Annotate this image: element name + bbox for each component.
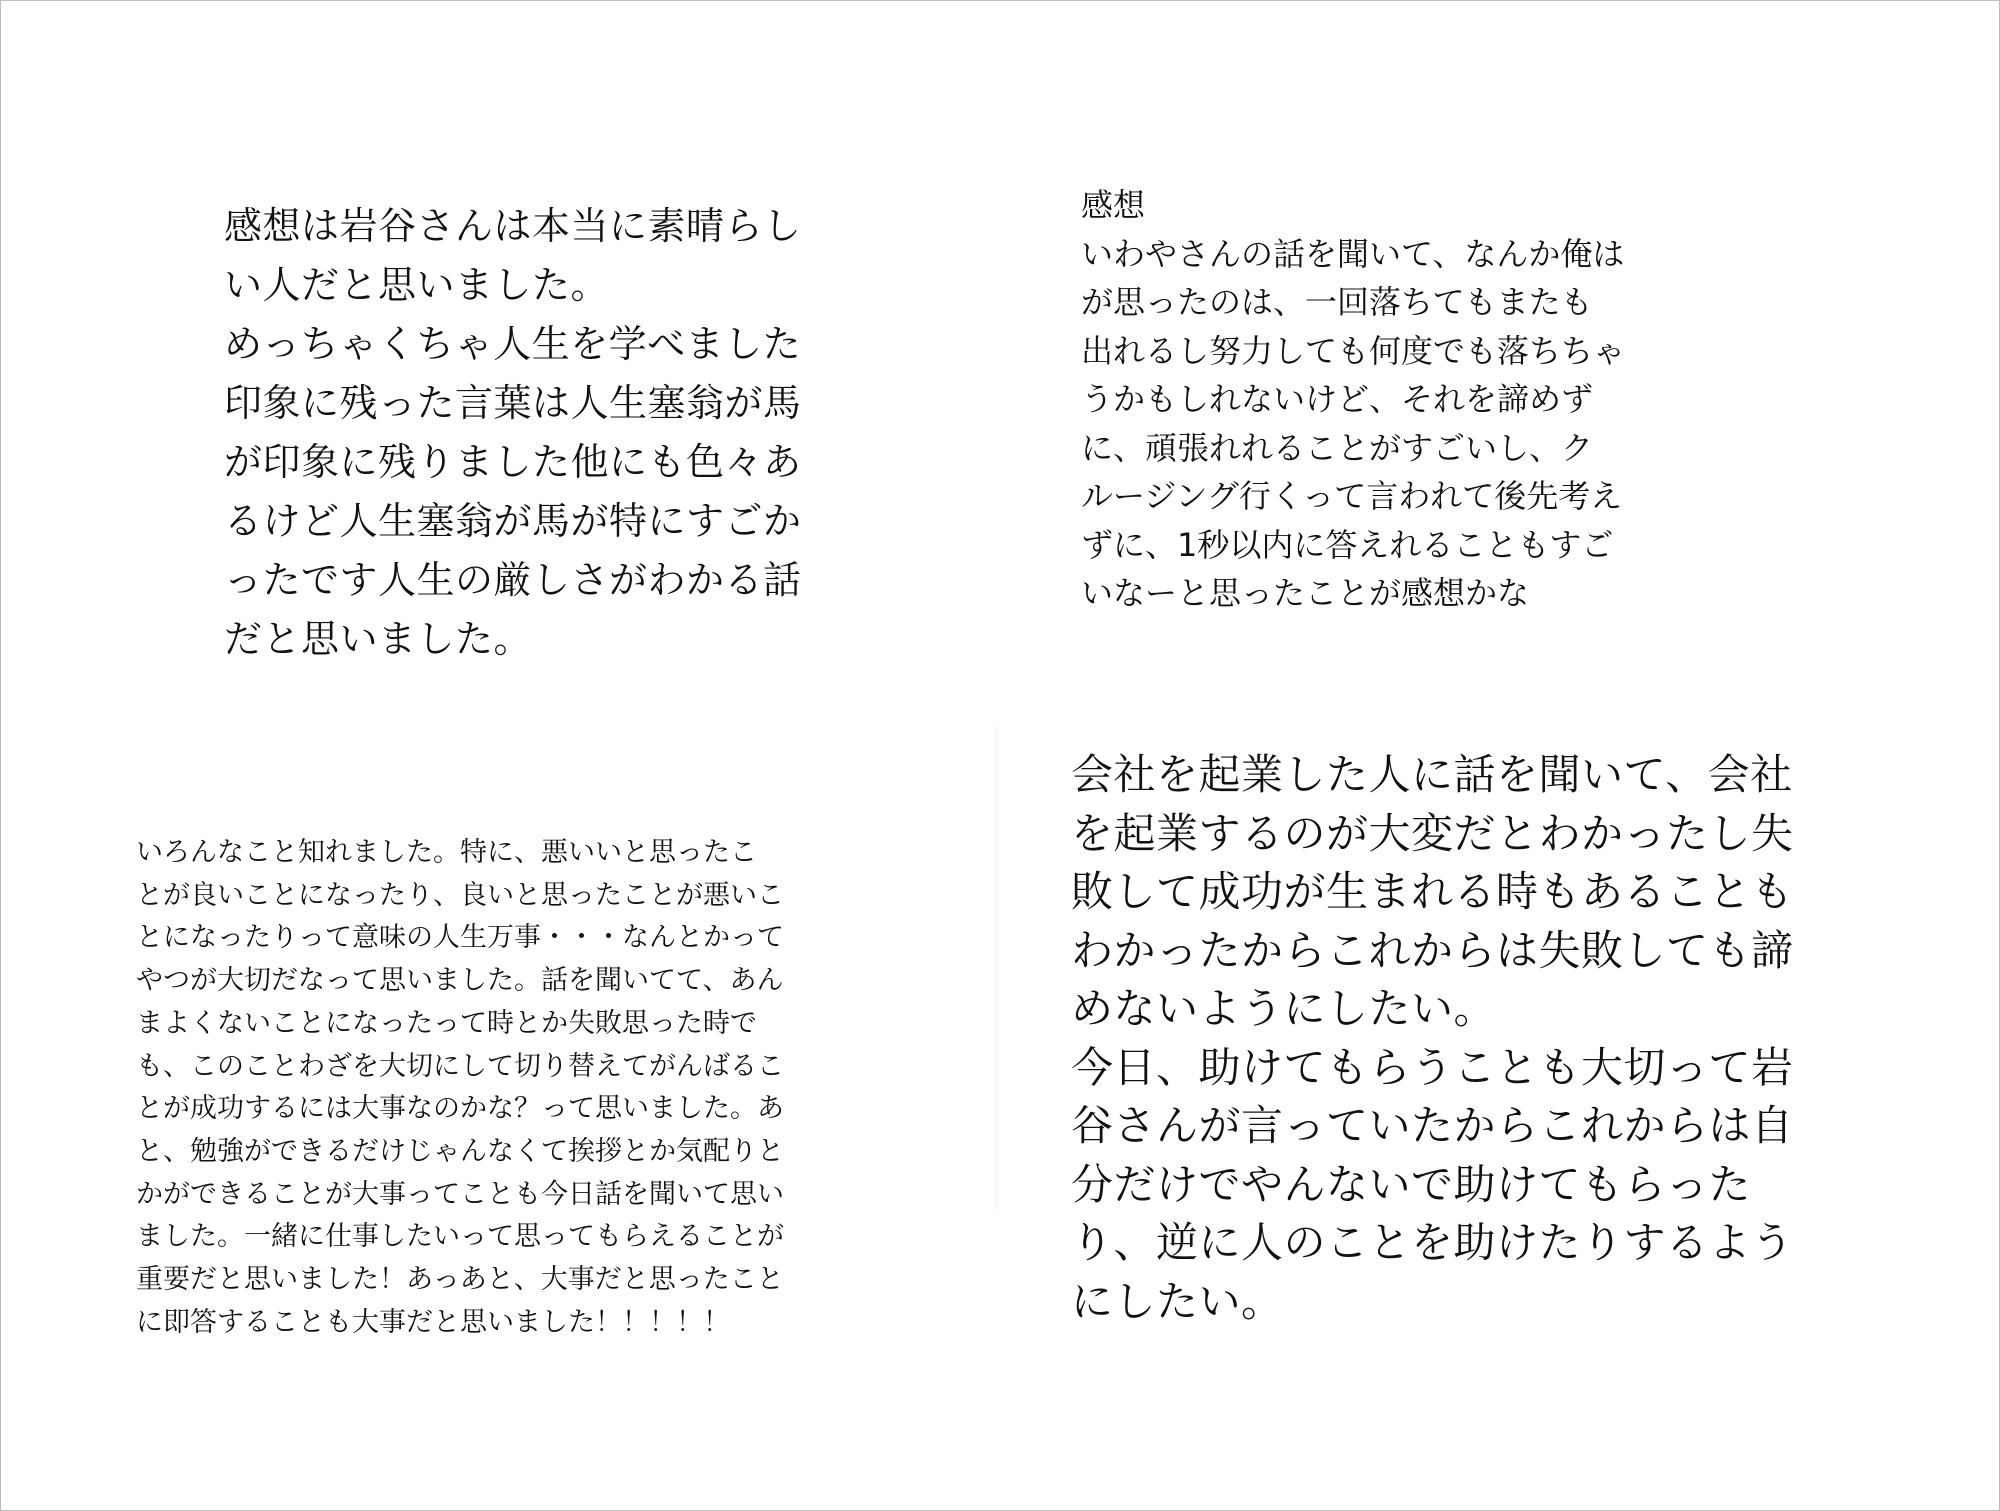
text-line: やつが大切だなって思いました。話を聞いてて、あん bbox=[136, 965, 784, 997]
comment-top-left bbox=[224, 197, 802, 669]
text-line: いなーと思ったことが感想かな bbox=[1081, 574, 1530, 612]
text-line: 重要だと思いました！あっあと、大事だと思ったこと bbox=[136, 1264, 784, 1296]
text-line: に、頑張れれることがすごいし、ク bbox=[1081, 428, 1594, 467]
comment-heading: 感想 bbox=[1081, 186, 1146, 224]
text-line: まよくないことになったって時とか失敗思った時で bbox=[136, 1007, 757, 1039]
text-line: ずに、1秒以内に答えれることもすご bbox=[1081, 525, 1614, 564]
text-line: めっちゃくちゃ人生を学べました bbox=[224, 322, 802, 366]
comment-bottom-right bbox=[1071, 746, 1794, 1331]
text-line: り、逆に人のことを助けたりするよう bbox=[1071, 1218, 1794, 1267]
text-line: に即答することも大事だと思いました！！！！！ bbox=[136, 1306, 730, 1338]
text-line: を起業するのが大変だとわかったし失 bbox=[1071, 808, 1794, 858]
comment-bottom-left bbox=[136, 832, 784, 1344]
text-line: 敗して成功が生まれる時もあることも bbox=[1071, 867, 1794, 916]
text-line: いろんなこと知れました。特に、悪いいと思ったこ bbox=[136, 837, 757, 868]
text-line: 今日、助けてもらうことも大切って岩 bbox=[1071, 1042, 1794, 1092]
text-line: 感想は岩谷さんは本当に素晴らし bbox=[224, 204, 802, 248]
text-line: だと思いました。 bbox=[224, 617, 533, 661]
text-line: うかもしれないけど、それを諦めず bbox=[1081, 380, 1594, 418]
text-line: ルージング行くって言われて後先考え bbox=[1081, 477, 1623, 515]
text-line: が印象に残りました他にも色々あ bbox=[224, 440, 802, 484]
text-line: とになったりって意味の人生万事・・・なんとかって bbox=[136, 922, 784, 954]
text-line: が思ったのは、一回落ちてもまたも bbox=[1081, 283, 1593, 321]
text-line: わかったからこれからは失敗しても諦 bbox=[1071, 925, 1794, 975]
text-line: 会社を起業した人に話を聞いて、会社 bbox=[1071, 750, 1793, 799]
text-line: いわやさんの話を聞いて、なんか俺は bbox=[1081, 234, 1625, 273]
text-line: ました。一緒に仕事したいって思ってもらえることが bbox=[136, 1221, 784, 1253]
text-line: 印象に残った言葉は人生塞翁が馬 bbox=[224, 381, 802, 425]
text-line: にしたい。 bbox=[1071, 1276, 1284, 1326]
text-line: るけど人生塞翁が馬が特にすごか bbox=[224, 499, 802, 543]
text-line: 分だけでやんないで助けてもらった bbox=[1071, 1159, 1752, 1209]
comment-top-right bbox=[1081, 181, 1625, 618]
text-line: とが良いことになったり、良いと思ったことが悪いこ bbox=[136, 879, 784, 911]
text-line: 出れるし努力しても何度でも落ちちゃ bbox=[1081, 331, 1626, 370]
text-line: 谷さんが言っていたからこれからは自 bbox=[1071, 1101, 1794, 1150]
text-line: い人だと思いました。 bbox=[224, 263, 610, 307]
text-line: と、勉強ができるだけじゃんなくて挨拶とか気配りと bbox=[136, 1135, 784, 1167]
column-divider bbox=[996, 726, 997, 1211]
text-line: ったです人生の厳しさがわかる話 bbox=[224, 558, 802, 602]
text-line: とが成功するには大事なのかな？って思いました。あ bbox=[136, 1093, 784, 1125]
text-line: かができることが大事ってことも今日話を聞いて思い bbox=[136, 1178, 784, 1210]
text-line: も、このことわざを大切にして切り替えてがんばるこ bbox=[136, 1050, 784, 1082]
text-line: めないようにしたい。 bbox=[1071, 984, 1497, 1033]
